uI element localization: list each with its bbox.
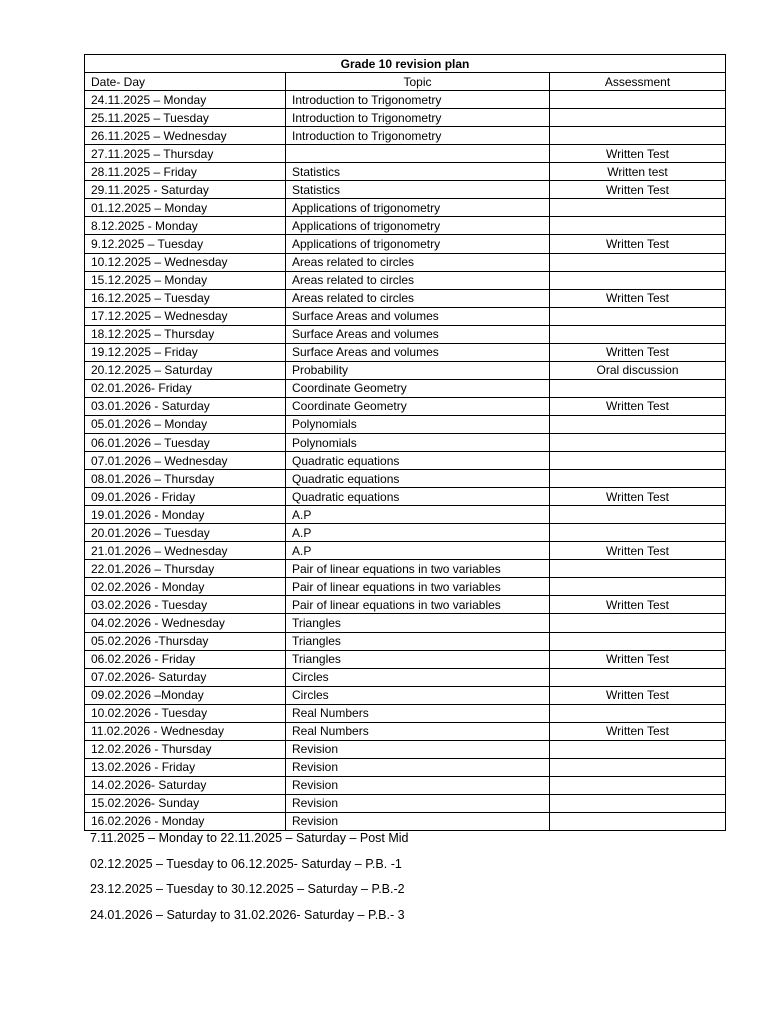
table-row (85, 343, 726, 361)
topic-cell: Introduction to Trigonometry (286, 127, 550, 145)
assessment-cell (550, 812, 726, 830)
date-cell: 28.11.2025 – Friday (85, 163, 286, 181)
table-row (85, 217, 726, 235)
assessment-cell: Written Test (550, 235, 726, 253)
topic-cell: Surface Areas and volumes (286, 343, 550, 361)
table-row (85, 415, 726, 433)
assessment-cell (550, 506, 726, 524)
date-cell: 25.11.2025 – Tuesday (85, 109, 286, 127)
assessment-cell (550, 415, 726, 433)
topic-cell: Quadratic equations (286, 470, 550, 488)
table-row (85, 127, 726, 145)
date-cell: 12.02.2026 - Thursday (85, 740, 286, 758)
assessment-cell: Written Test (550, 343, 726, 361)
date-cell: 10.12.2025 – Wednesday (85, 253, 286, 271)
table-row (85, 776, 726, 794)
assessment-cell (550, 560, 726, 578)
table-row (85, 722, 726, 740)
table-row (85, 199, 726, 217)
date-cell: 09.02.2026 –Monday (85, 686, 286, 704)
assessment-cell (550, 794, 726, 812)
date-cell: 03.02.2026 - Tuesday (85, 596, 286, 614)
table-row (85, 325, 726, 343)
topic-cell: Introduction to Trigonometry (286, 109, 550, 127)
topic-cell: Real Numbers (286, 722, 550, 740)
table-row (85, 524, 726, 542)
topic-cell: Polynomials (286, 415, 550, 433)
topic-cell: Areas related to circles (286, 253, 550, 271)
date-cell: 26.11.2025 – Wednesday (85, 127, 286, 145)
table-row (85, 542, 726, 560)
topic-cell: Applications of trigonometry (286, 235, 550, 253)
table-row (85, 433, 726, 451)
assessment-cell: Written test (550, 163, 726, 181)
date-cell: 02.02.2026 - Monday (85, 578, 286, 596)
assessment-cell (550, 632, 726, 650)
date-cell: 21.01.2026 – Wednesday (85, 542, 286, 560)
topic-cell: Introduction to Trigonometry (286, 91, 550, 109)
table-row (85, 758, 726, 776)
topic-cell (286, 145, 550, 163)
table-row (85, 794, 726, 812)
topic-cell: Polynomials (286, 433, 550, 451)
date-cell: 08.01.2026 – Thursday (85, 470, 286, 488)
exam-period-note: 23.12.2025 – Tuesday to 30.12.2025 – Saturday – P.B.-2 (90, 882, 405, 896)
topic-cell: Statistics (286, 163, 550, 181)
table-header-row (85, 73, 726, 91)
date-cell: 04.02.2026 - Wednesday (85, 614, 286, 632)
date-cell: 15.02.2026- Sunday (85, 794, 286, 812)
assessment-cell (550, 127, 726, 145)
topic-cell: Quadratic equations (286, 452, 550, 470)
table-row (85, 740, 726, 758)
date-cell: 05.01.2026 – Monday (85, 415, 286, 433)
table-row (85, 379, 726, 397)
date-cell: 13.02.2026 - Friday (85, 758, 286, 776)
date-cell: 07.01.2026 – Wednesday (85, 452, 286, 470)
table-row (85, 704, 726, 722)
date-cell: 27.11.2025 – Thursday (85, 145, 286, 163)
table-row (85, 686, 726, 704)
topic-cell: Circles (286, 686, 550, 704)
topic-cell: Pair of linear equations in two variables (286, 560, 550, 578)
topic-cell: Triangles (286, 632, 550, 650)
assessment-cell (550, 668, 726, 686)
revision-plan-table (84, 54, 726, 831)
assessment-cell: Written Test (550, 289, 726, 307)
exam-period-notes (90, 829, 409, 931)
date-cell: 01.12.2025 – Monday (85, 199, 286, 217)
date-cell: 05.02.2026 -Thursday (85, 632, 286, 650)
assessment-cell: Written Test (550, 181, 726, 199)
table-row (85, 488, 726, 506)
table-row (85, 307, 726, 325)
date-cell: 15.12.2025 – Monday (85, 271, 286, 289)
topic-cell: Applications of trigonometry (286, 217, 550, 235)
assessment-cell (550, 578, 726, 596)
assessment-cell (550, 271, 726, 289)
assessment-cell: Oral discussion (550, 361, 726, 379)
date-cell: 18.12.2025 – Thursday (85, 325, 286, 343)
assessment-cell (550, 776, 726, 794)
table-row (85, 614, 726, 632)
table-row (85, 506, 726, 524)
table-body (85, 91, 726, 831)
assessment-cell: Written Test (550, 650, 726, 668)
topic-cell: Pair of linear equations in two variables (286, 596, 550, 614)
topic-cell: Revision (286, 794, 550, 812)
date-cell: 09.01.2026 - Friday (85, 488, 286, 506)
topic-cell: Coordinate Geometry (286, 397, 550, 415)
date-cell: 16.02.2026 - Monday (85, 812, 286, 830)
assessment-cell (550, 740, 726, 758)
table-row (85, 109, 726, 127)
assessment-cell (550, 758, 726, 776)
topic-cell: A.P (286, 524, 550, 542)
topic-cell: Revision (286, 758, 550, 776)
date-cell: 8.12.2025 - Monday (85, 217, 286, 235)
table-row (85, 235, 726, 253)
table-row (85, 181, 726, 199)
topic-cell: Real Numbers (286, 704, 550, 722)
date-cell: 20.01.2026 – Tuesday (85, 524, 286, 542)
topic-cell: Circles (286, 668, 550, 686)
date-cell: 10.02.2026 - Tuesday (85, 704, 286, 722)
topic-cell: Coordinate Geometry (286, 379, 550, 397)
table-row (85, 650, 726, 668)
assessment-cell: Written Test (550, 488, 726, 506)
assessment-cell (550, 253, 726, 271)
date-cell: 29.11.2025 - Saturday (85, 181, 286, 199)
table-row (85, 470, 726, 488)
date-cell: 24.11.2025 – Monday (85, 91, 286, 109)
table-row (85, 253, 726, 271)
topic-cell: Probability (286, 361, 550, 379)
exam-period-note: 02.12.2025 – Tuesday to 06.12.2025- Saturday – P.B. -1 (90, 856, 402, 871)
topic-cell: A.P (286, 506, 550, 524)
table-row (85, 560, 726, 578)
date-column-header: Date- Day (85, 73, 286, 91)
topic-cell: Areas related to circles (286, 289, 550, 307)
topic-cell: A.P (286, 542, 550, 560)
assessment-cell: Written Test (550, 686, 726, 704)
date-cell: 06.01.2026 – Tuesday (85, 433, 286, 451)
date-cell: 19.12.2025 – Friday (85, 343, 286, 361)
topic-cell: Triangles (286, 614, 550, 632)
assessment-cell (550, 433, 726, 451)
table-row (85, 632, 726, 650)
topic-cell: Revision (286, 740, 550, 758)
assessment-cell: Written Test (550, 145, 726, 163)
topic-cell: Revision (286, 812, 550, 830)
topic-cell: Areas related to circles (286, 271, 550, 289)
table-row (85, 163, 726, 181)
assessment-column-header: Assessment (550, 73, 726, 91)
table-row (85, 397, 726, 415)
assessment-cell (550, 470, 726, 488)
table-row (85, 361, 726, 379)
date-cell: 11.02.2026 - Wednesday (85, 722, 286, 740)
date-cell: 07.02.2026- Saturday (85, 668, 286, 686)
date-cell: 16.12.2025 – Tuesday (85, 289, 286, 307)
table-row (85, 596, 726, 614)
date-cell: 22.01.2026 – Thursday (85, 560, 286, 578)
assessment-cell (550, 379, 726, 397)
assessment-cell (550, 217, 726, 235)
table-row (85, 578, 726, 596)
table-title-row (85, 55, 726, 73)
exam-period-note: 24.01.2026 – Saturday to 31.02.2026- Saturday – P.B.- 3 (90, 907, 405, 922)
date-cell: 9.12.2025 – Tuesday (85, 235, 286, 253)
table-row (85, 271, 726, 289)
assessment-cell (550, 452, 726, 470)
table-row (85, 145, 726, 163)
topic-cell: Revision (286, 776, 550, 794)
assessment-cell (550, 524, 726, 542)
topic-cell: Triangles (286, 650, 550, 668)
assessment-cell (550, 199, 726, 217)
table-row (85, 668, 726, 686)
table-row (85, 91, 726, 109)
assessment-cell (550, 704, 726, 722)
assessment-cell: Written Test (550, 596, 726, 614)
date-cell: 19.01.2026 - Monday (85, 506, 286, 524)
assessment-cell (550, 91, 726, 109)
assessment-cell: Written Test (550, 542, 726, 560)
exam-period-note: 7.11.2025 – Monday to 22.11.2025 – Saturday – Post Mid (90, 831, 409, 845)
topic-cell: Pair of linear equations in two variables (286, 578, 550, 596)
date-cell: 06.02.2026 - Friday (85, 650, 286, 668)
topic-cell: Surface Areas and volumes (286, 307, 550, 325)
topic-cell: Surface Areas and volumes (286, 325, 550, 343)
table-row (85, 812, 726, 830)
table-row (85, 452, 726, 470)
table-title: Grade 10 revision plan (85, 55, 726, 73)
topic-cell: Statistics (286, 181, 550, 199)
assessment-cell (550, 307, 726, 325)
assessment-cell (550, 325, 726, 343)
topic-cell: Applications of trigonometry (286, 199, 550, 217)
date-cell: 20.12.2025 – Saturday (85, 361, 286, 379)
table-row (85, 289, 726, 307)
topic-column-header: Topic (286, 73, 550, 91)
topic-cell: Quadratic equations (286, 488, 550, 506)
assessment-cell (550, 109, 726, 127)
date-cell: 03.01.2026 - Saturday (85, 397, 286, 415)
assessment-cell (550, 614, 726, 632)
assessment-cell: Written Test (550, 722, 726, 740)
date-cell: 02.01.2026- Friday (85, 379, 286, 397)
date-cell: 14.02.2026- Saturday (85, 776, 286, 794)
assessment-cell: Written Test (550, 397, 726, 415)
date-cell: 17.12.2025 – Wednesday (85, 307, 286, 325)
